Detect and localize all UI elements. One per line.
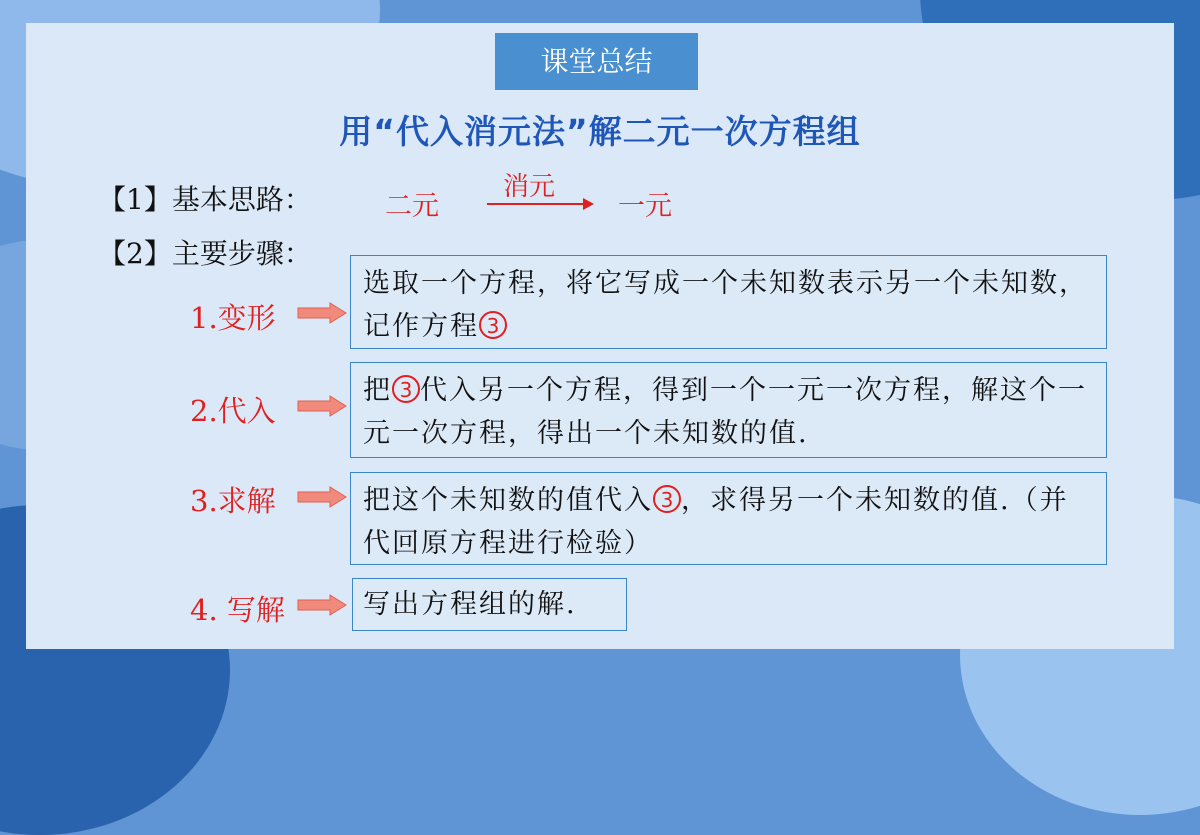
step-3-label: 3.求解 (190, 484, 276, 518)
step-4-box (352, 578, 627, 631)
section-badge: 课堂总结 (495, 33, 698, 90)
step-4-text: 写出方程组的解. (363, 589, 577, 620)
step-2-arrow-icon (297, 395, 347, 417)
to-one-variable: 一元 (618, 191, 672, 222)
elimination-label: 消元 (503, 172, 556, 202)
step-1-text: 选取一个方程，将它写成一个未知数表示另一个未知数，记作方程 (363, 268, 1088, 342)
step-2-box (350, 362, 1107, 458)
step-2-text-tail: 代入另一个方程，得到一个一元一次方程，解这个一元一次方程，得出一个未知数的值. (363, 375, 1087, 449)
step-2-label: 2.代入 (190, 394, 276, 428)
slide-title: 用“代入消元法”解二元一次方程组 (339, 112, 861, 151)
step-3-box (350, 472, 1107, 565)
equation-3-marker: 3 (479, 311, 507, 339)
step-4-arrow-icon (297, 594, 347, 616)
step-4-label: 4. 写解 (190, 593, 285, 627)
step-3-arrow-icon (297, 486, 347, 508)
step-3-text-tail: ，求得另一个未知数的值.（并代回原方程进行检验） (363, 485, 1069, 559)
step-3-text: 把这个未知数的值代入 (363, 485, 653, 516)
elimination-arrow-line (487, 203, 587, 205)
main-steps-label: 【2】主要步骤： (98, 237, 312, 270)
equation-3-marker: 3 (392, 375, 420, 403)
basic-idea-label: 【1】基本思路： (98, 183, 312, 216)
equation-3-marker: 3 (653, 485, 681, 513)
elimination-arrow-head (583, 198, 594, 210)
from-two-variables: 二元 (385, 191, 439, 222)
step-2-text: 把 (363, 375, 392, 406)
step-1-arrow-icon (297, 302, 347, 324)
step-1-label: 1.变形 (190, 301, 276, 335)
step-1-box (350, 255, 1107, 349)
